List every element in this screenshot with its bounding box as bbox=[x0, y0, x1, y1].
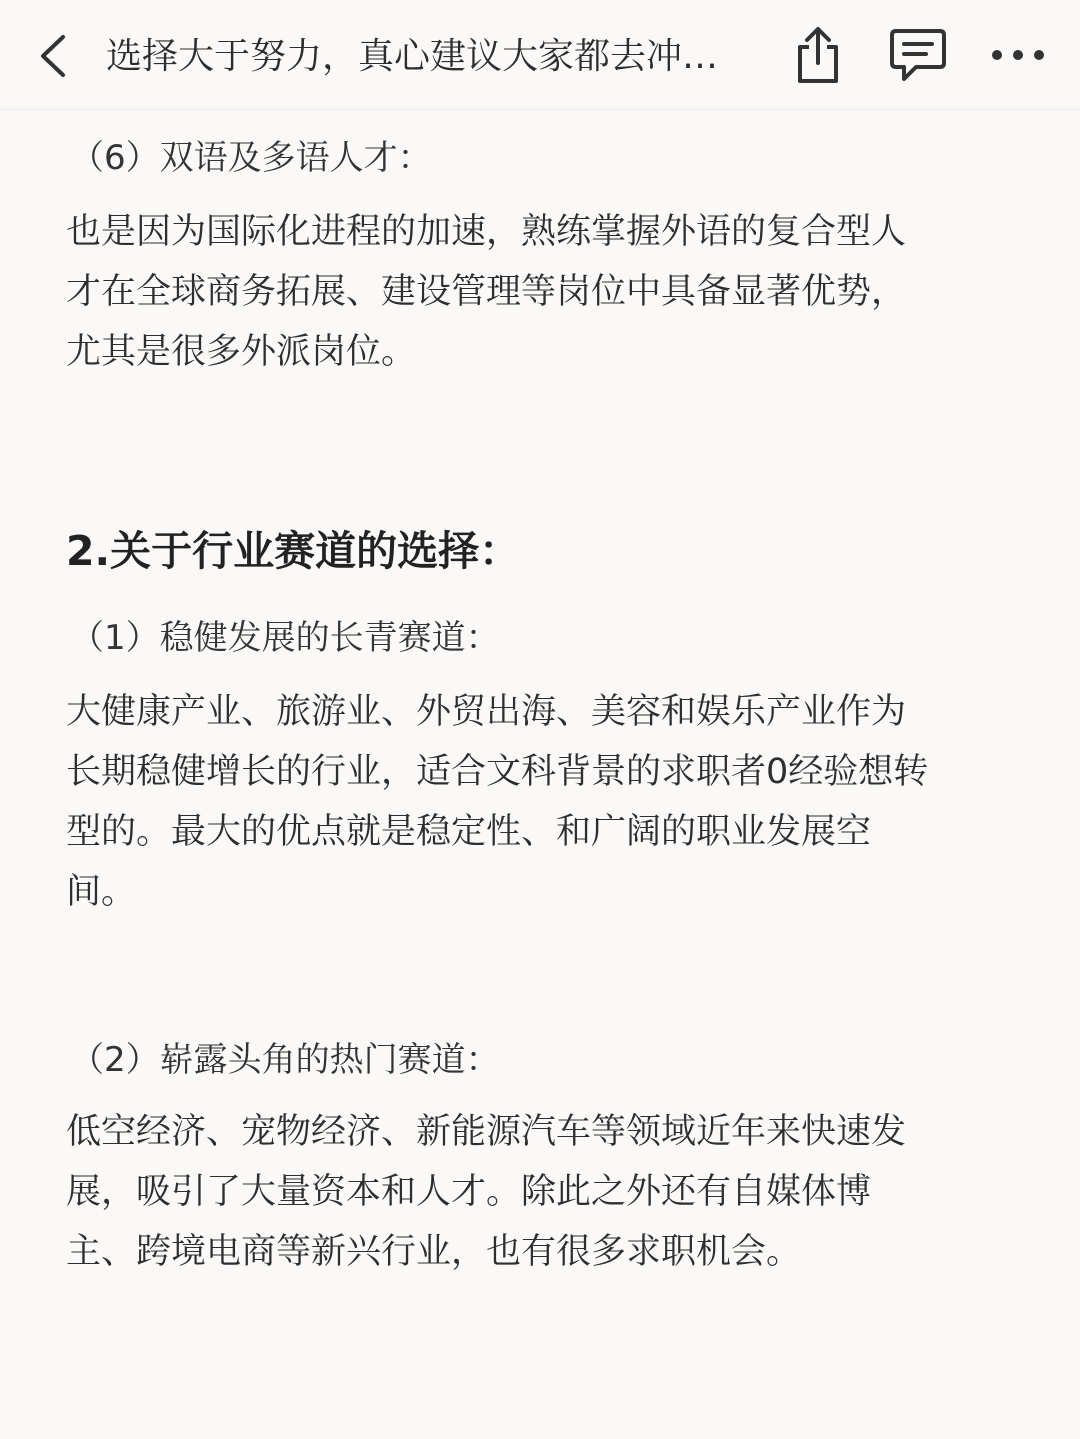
paragraph-line: 尤其是很多外派岗位。 bbox=[66, 332, 417, 372]
article-body bbox=[0, 110, 1080, 1439]
paragraph-line: 才在全球商务拓展、建设管理等岗位中具备显著优势， bbox=[66, 272, 907, 312]
more-dots-icon bbox=[990, 48, 1046, 62]
paragraph-line: 也是因为国际化进程的加速，熟练掌握外语的复合型人 bbox=[66, 212, 907, 252]
comment-icon bbox=[888, 25, 948, 85]
comment-button[interactable] bbox=[886, 22, 950, 88]
share-icon bbox=[792, 25, 844, 85]
paragraph-line: 低空经济、宠物经济、新能源汽车等领域近年来快速发 bbox=[66, 1112, 907, 1152]
subheading-emerging: （2）崭露头角的热门赛道： bbox=[70, 1040, 500, 1080]
paragraph-bilingual bbox=[66, 202, 1016, 382]
section-title-industry: 2.关于行业赛道的选择： bbox=[66, 527, 521, 575]
paragraph-line: 型的。最大的优点就是稳定性、和广阔的职业发展空 bbox=[66, 812, 872, 852]
paragraph-emerging bbox=[66, 1102, 1016, 1282]
subheading-evergreen: （1）稳健发展的长青赛道： bbox=[70, 618, 500, 658]
chevron-left-icon bbox=[37, 33, 67, 79]
paragraph-line: 长期稳健增长的行业，适合文科背景的求职者0经验想转 bbox=[66, 752, 929, 792]
paragraph-line: 主、跨境电商等新兴行业，也有很多求职机会。 bbox=[66, 1232, 802, 1272]
top-bar bbox=[0, 0, 1080, 110]
paragraph-evergreen bbox=[66, 682, 1016, 922]
paragraph-line: 间。 bbox=[66, 872, 137, 912]
subheading-bilingual-talent: （6）双语及多语人才： bbox=[70, 138, 432, 178]
paragraph-line: 展，吸引了大量资本和人才。除此之外还有自媒体博 bbox=[66, 1172, 872, 1212]
paragraph-line: 大健康产业、旅游业、外贸出海、美容和娱乐产业作为 bbox=[66, 692, 907, 732]
page-title: 选择大于努力，真心建议大家都去冲… bbox=[106, 36, 719, 77]
more-button[interactable] bbox=[986, 22, 1050, 88]
share-button[interactable] bbox=[786, 22, 850, 88]
back-button[interactable] bbox=[30, 28, 74, 84]
